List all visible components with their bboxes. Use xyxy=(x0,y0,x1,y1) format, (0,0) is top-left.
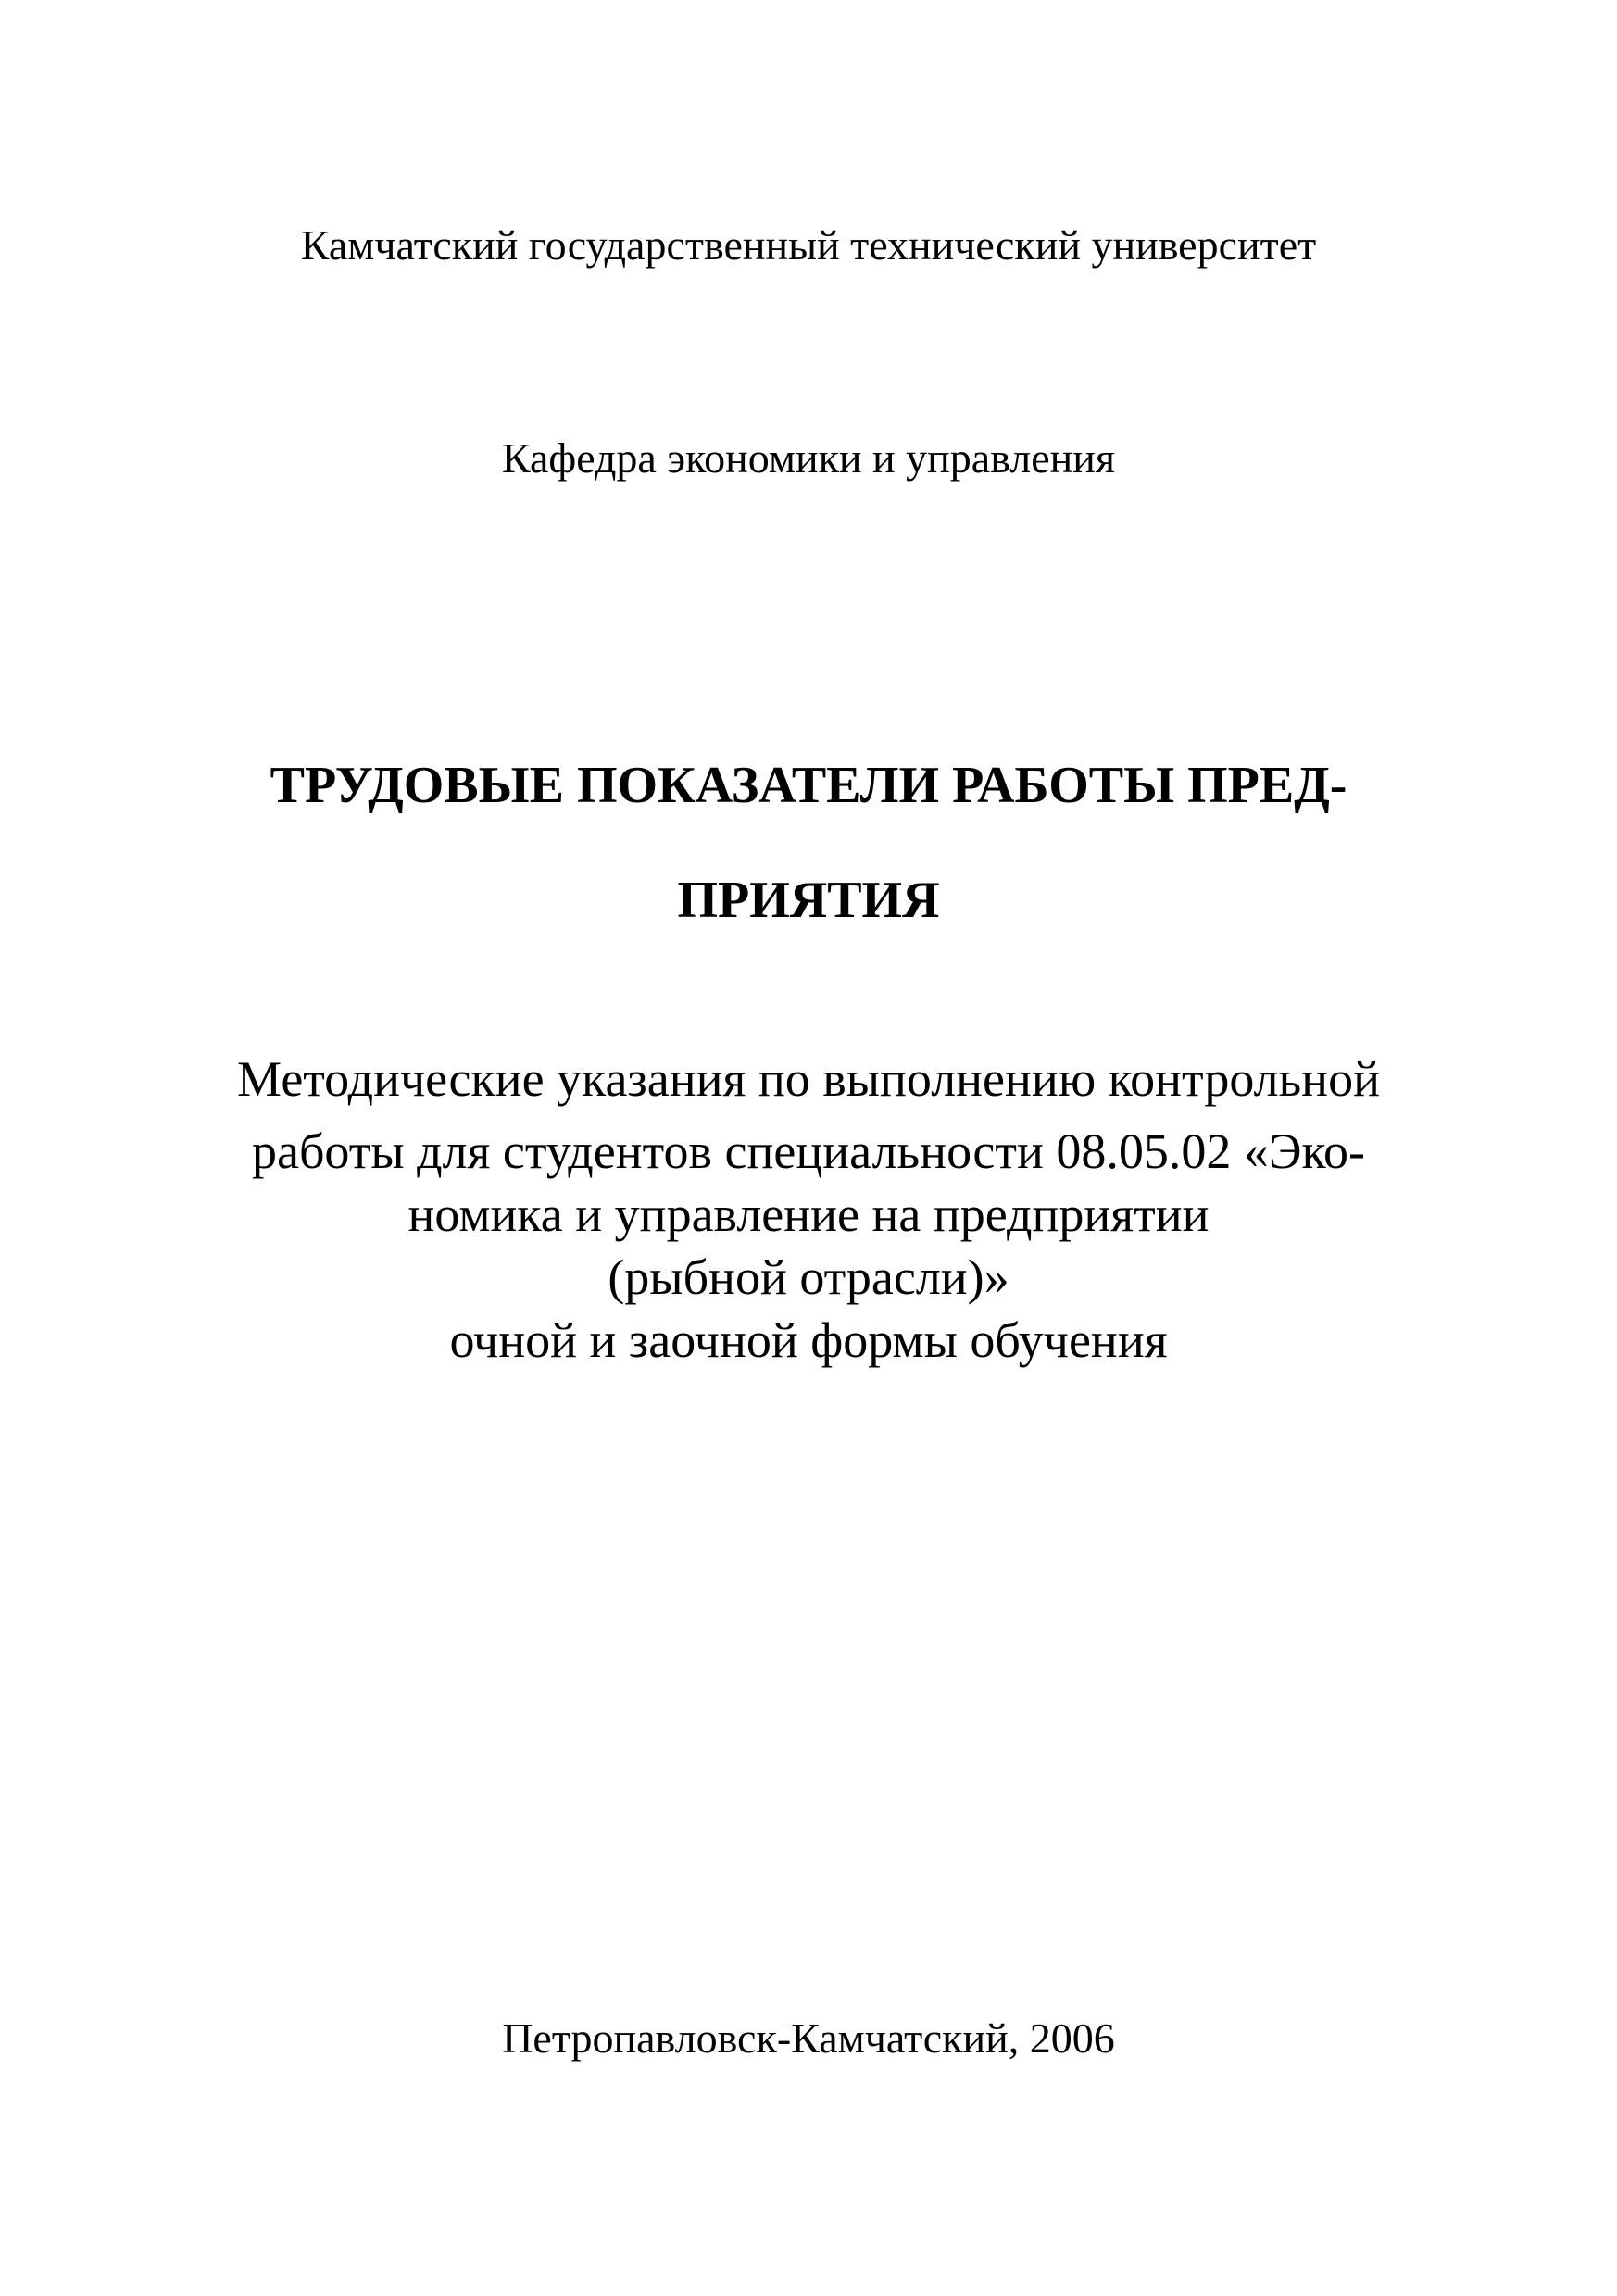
subtitle-line-1: Методические указания по выполнению контрольной xyxy=(237,1051,1380,1107)
subtitle-line-5: очной и заочной формы обучения xyxy=(449,1312,1168,1368)
subtitle-line-4: (рыбной отрасли)» xyxy=(608,1249,1009,1305)
subtitle-line-2: работы для студентов специальности 08.05.02 «Эко- xyxy=(251,1123,1366,1179)
place-and-year: Петропавловск-Камчатский, 2006 xyxy=(502,2014,1115,2062)
university-name: Камчатский государственный технический университет xyxy=(300,221,1317,269)
department-name: Кафедра экономики и управления xyxy=(501,434,1116,482)
subtitle-line-3: номика и управление на предприятии xyxy=(407,1186,1210,1242)
document-title-line-2: ПРИЯТИЯ xyxy=(677,872,940,929)
document-title-line-1: ТРУДОВЫЕ ПОКАЗАТЕЛИ РАБОТЫ ПРЕД- xyxy=(270,757,1348,814)
